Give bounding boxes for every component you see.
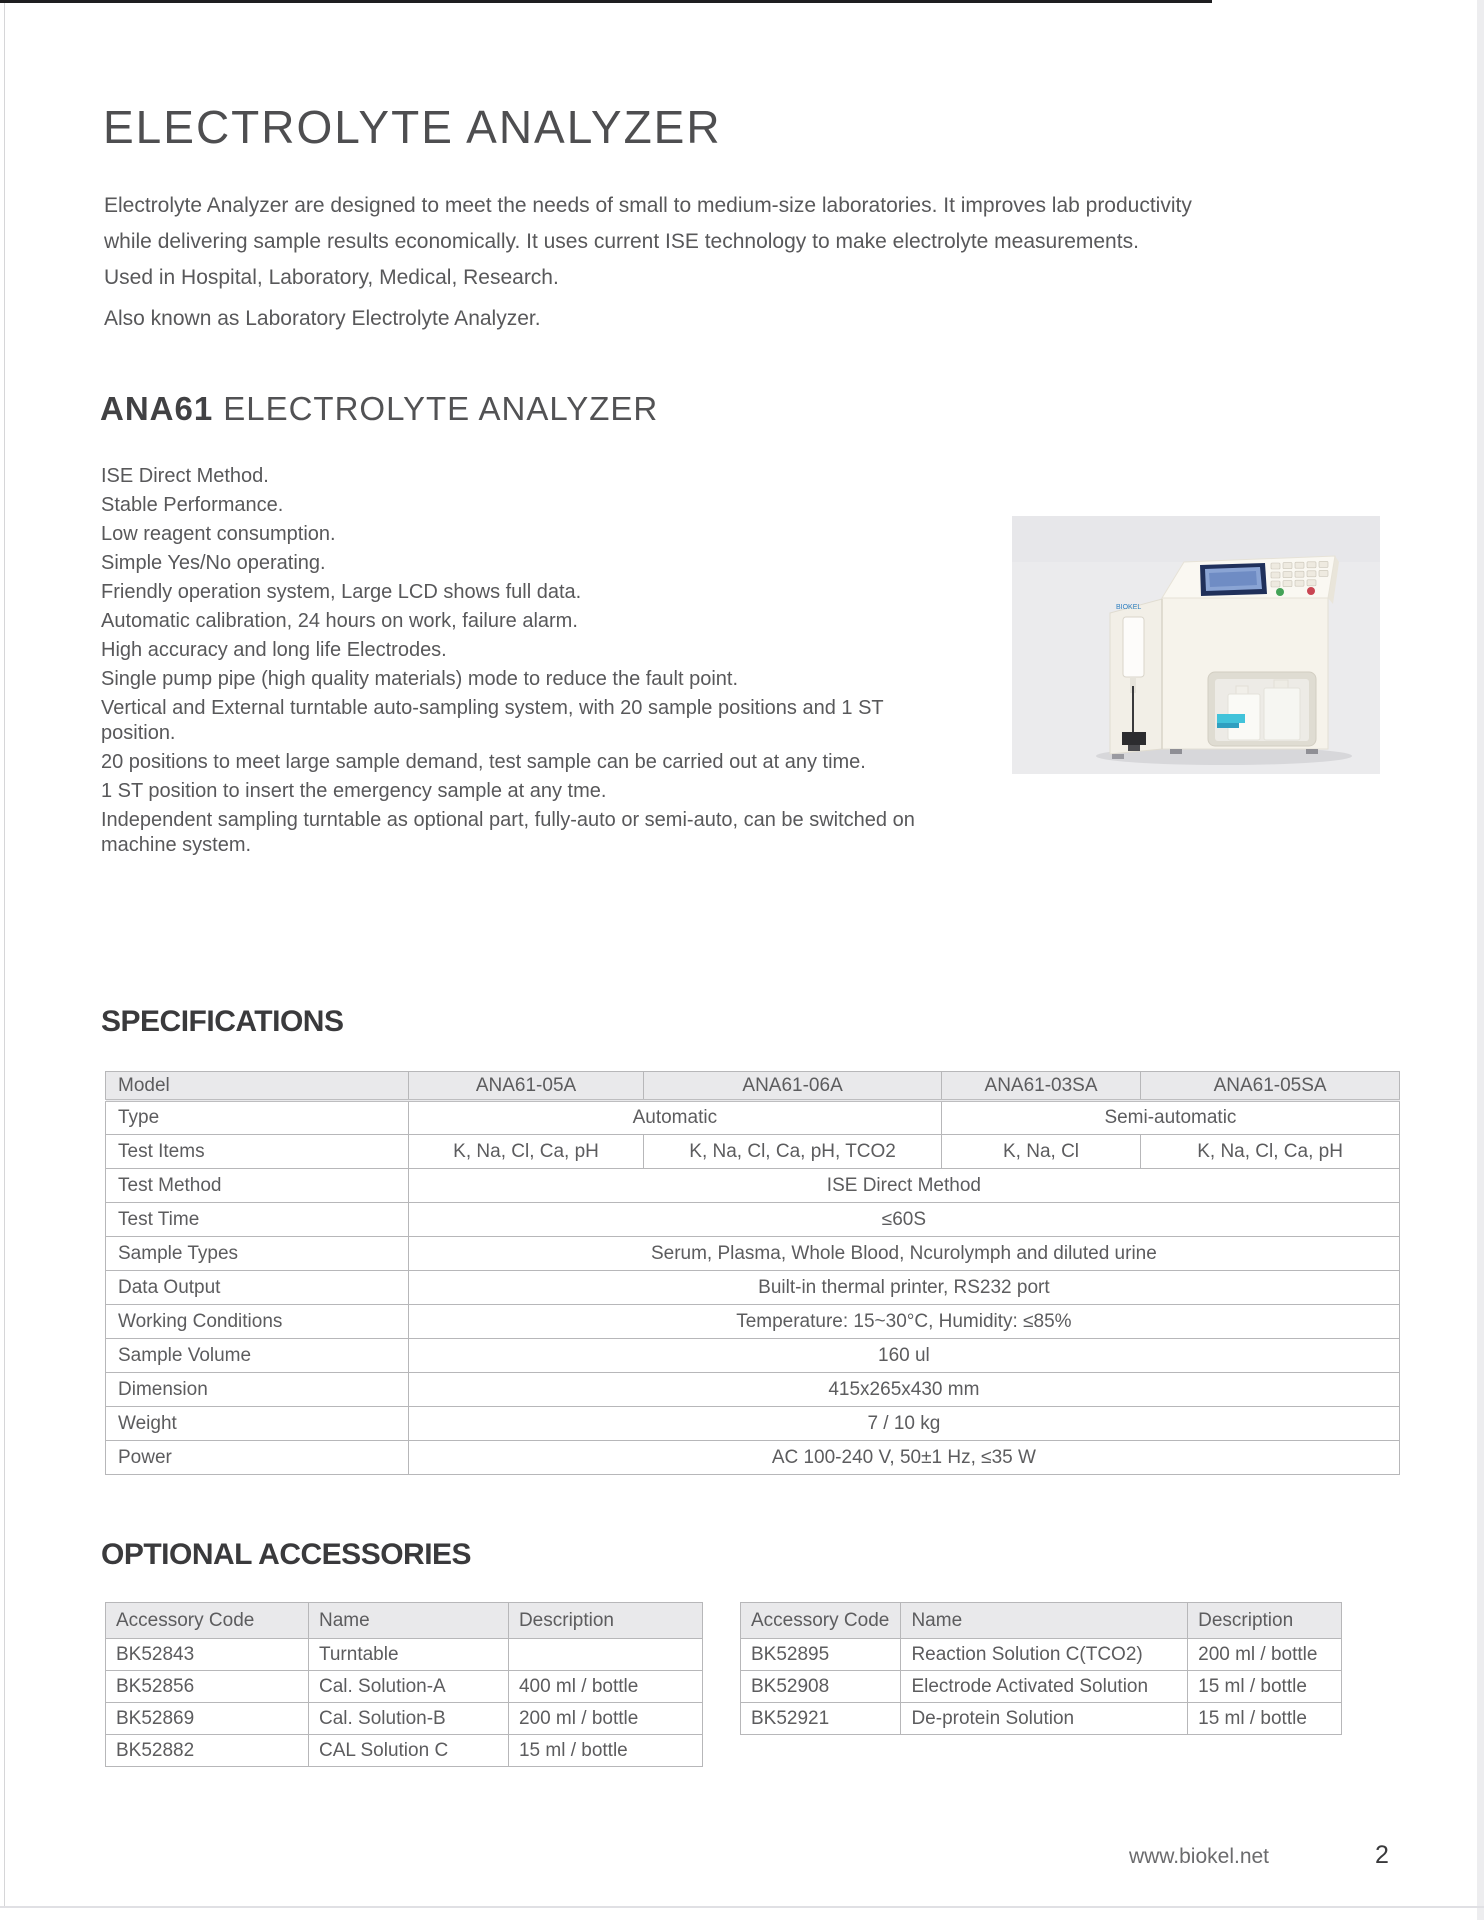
accessory-desc-cell: 200 ml / bottle [1188,1639,1342,1671]
accessory-name-cell: Turntable [308,1639,508,1671]
product-photo [1012,516,1380,774]
accessories-header-row [106,1603,703,1639]
accessory-row [106,1671,703,1703]
scan-edge-right [1477,0,1484,1920]
product-model: ANA61 [100,390,214,427]
spec-value-cell: K, Na, Cl [941,1135,1140,1169]
spec-value-cell: Built-in thermal printer, RS232 port [408,1271,1399,1305]
spec-label-cell: Test Items [106,1135,409,1169]
spec-value-cell: Temperature: 15~30°C, Humidity: ≤85% [408,1305,1399,1339]
spec-value-cell: K, Na, Cl, Ca, pH [1141,1135,1400,1169]
feature-item: Independent sampling turntable as optional part, fully-auto or semi-auto, can be switched on machine system. [101,809,915,856]
feature-item: Stable Performance. [101,494,284,516]
accessories-table-left [105,1602,703,1767]
spec-value-cell: 415x265x430 mm [408,1373,1399,1407]
accessories-table-right [740,1602,1342,1735]
accessory-name-cell: CAL Solution C [308,1735,508,1767]
feature-item: High accuracy and long life Electrodes. [101,639,447,661]
spec-label-cell: Working Conditions [106,1305,409,1339]
accessory-code-header: Accessory Code [741,1603,901,1639]
spec-model-cell: ANA61-05SA [1141,1072,1400,1101]
spec-value-cell: ISE Direct Method [408,1169,1399,1203]
feature-item: Simple Yes/No operating. [101,552,326,574]
spec-label-cell: Sample Volume [106,1339,409,1373]
spec-label-cell: Power [106,1441,409,1475]
accessory-code-header: Accessory Code [106,1603,309,1639]
spec-value-cell: Automatic [408,1101,941,1135]
accessory-code-cell: BK52869 [106,1703,309,1735]
scan-edge-left [4,3,5,1906]
accessory-name-header: Name [308,1603,508,1639]
intro-line-3: Used in Hospital, Laboratory, Medical, Research. [104,266,559,289]
accessory-code-cell: BK52882 [106,1735,309,1767]
accessory-row [741,1703,1342,1735]
accessory-code-cell: BK52921 [741,1703,901,1735]
spec-row [106,1441,1400,1475]
accessory-name-cell: Electrode Activated Solution [901,1671,1188,1703]
spec-row [106,1305,1400,1339]
intro-line-2: while delivering sample results economically. It uses current ISE technology to make electrolyte measurements. [104,230,1139,253]
spec-label-cell: Dimension [106,1373,409,1407]
accessory-desc-cell: 200 ml / bottle [508,1703,702,1735]
accessory-row [106,1735,703,1767]
feature-item: Friendly operation system, Large LCD shows full data. [101,581,582,603]
accessory-code-cell: BK52856 [106,1671,309,1703]
feature-item: Low reagent consumption. [101,523,336,545]
specifications-table [105,1071,1400,1475]
spec-label-cell: Data Output [106,1271,409,1305]
footer-divider [0,1906,1484,1908]
spec-row [106,1407,1400,1441]
accessory-row [741,1639,1342,1671]
feature-item: 20 positions to meet large sample demand, test sample can be carried out at any time. [101,751,866,773]
accessory-row [106,1639,703,1671]
footer-website: www.biokel.net [1128,1845,1270,1868]
accessory-code-cell: BK52895 [741,1639,901,1671]
page-title: ELECTROLYTE ANALYZER [103,101,722,153]
feature-item: Automatic calibration, 24 hours on work, failure alarm. [101,610,578,632]
spec-value-cell: 160 ul [408,1339,1399,1373]
spec-row [106,1373,1400,1407]
feature-list [101,464,941,862]
feature-item: Vertical and External turntable auto-sampling system, with 20 sample positions and 1 ST position. [101,697,884,744]
accessory-desc-cell: 15 ml / bottle [1188,1703,1342,1735]
accessory-desc-header: Description [508,1603,702,1639]
accessory-row [741,1671,1342,1703]
accessory-desc-cell [508,1639,702,1671]
specifications-heading: SPECIFICATIONS [101,1005,344,1038]
spec-model-cell: ANA61-06A [644,1072,942,1101]
spec-model-cell: ANA61-05A [408,1072,644,1101]
spec-label-cell: Type [106,1101,409,1135]
spec-value-cell: K, Na, Cl, Ca, pH [408,1135,644,1169]
accessory-name-cell: Cal. Solution-A [308,1671,508,1703]
spec-label-cell: Test Time [106,1203,409,1237]
spec-value-cell: 7 / 10 kg [408,1407,1399,1441]
spec-value-cell: Semi-automatic [941,1101,1399,1135]
spec-row [106,1237,1400,1271]
intro-line-1: Electrolyte Analyzer are designed to meet the needs of small to medium-size laboratories. It improves lab productivity [104,194,1192,217]
spec-row [106,1169,1400,1203]
spec-label-cell: Sample Types [106,1237,409,1271]
analyzer-image [1012,516,1380,774]
spec-type-row [106,1101,1400,1135]
spec-row [106,1339,1400,1373]
page-number: 2 [1375,1841,1389,1869]
accessory-code-cell: BK52908 [741,1671,901,1703]
accessory-desc-cell: 15 ml / bottle [1188,1671,1342,1703]
intro-line-4: Also known as Laboratory Electrolyte Analyzer. [104,307,541,330]
accessory-row [106,1703,703,1735]
accessory-name-header: Name [901,1603,1188,1639]
feature-item: 1 ST position to insert the emergency sample at any tme. [101,780,607,802]
spec-value-cell: ≤60S [408,1203,1399,1237]
accessory-name-cell: De-protein Solution [901,1703,1188,1735]
spec-label-cell: Weight [106,1407,409,1441]
scan-edge-top [0,0,1212,3]
spec-value-cell: Serum, Plasma, Whole Blood, Ncurolymph and diluted urine [408,1237,1399,1271]
product-name: ELECTROLYTE ANALYZER [223,390,659,427]
accessories-header-row [741,1603,1342,1639]
intro-paragraph [104,188,1192,337]
svg-text:BIOKEL: BIOKEL [1116,604,1142,611]
accessory-name-cell: Reaction Solution C(TCO2) [901,1639,1188,1671]
spec-value-cell: K, Na, Cl, Ca, pH, TCO2 [644,1135,942,1169]
spec-label-cell: Test Method [106,1169,409,1203]
accessory-desc-header: Description [1188,1603,1342,1639]
accessory-name-cell: Cal. Solution-B [308,1703,508,1735]
spec-header-model: Model [106,1072,409,1101]
spec-row [106,1271,1400,1305]
feature-item: Single pump pipe (high quality materials) mode to reduce the fault point. [101,668,739,690]
spec-test-items-row [106,1135,1400,1169]
spec-model-cell: ANA61-03SA [941,1072,1140,1101]
accessories-heading: OPTIONAL ACCESSORIES [101,1538,472,1571]
accessory-code-cell: BK52843 [106,1639,309,1671]
feature-item: ISE Direct Method. [101,465,269,487]
product-heading [100,390,658,428]
spec-header-row [106,1072,1400,1101]
spec-value-cell: AC 100-240 V, 50±1 Hz, ≤35 W [408,1441,1399,1475]
spec-row [106,1203,1400,1237]
accessory-desc-cell: 15 ml / bottle [508,1735,702,1767]
accessory-desc-cell: 400 ml / bottle [508,1671,702,1703]
